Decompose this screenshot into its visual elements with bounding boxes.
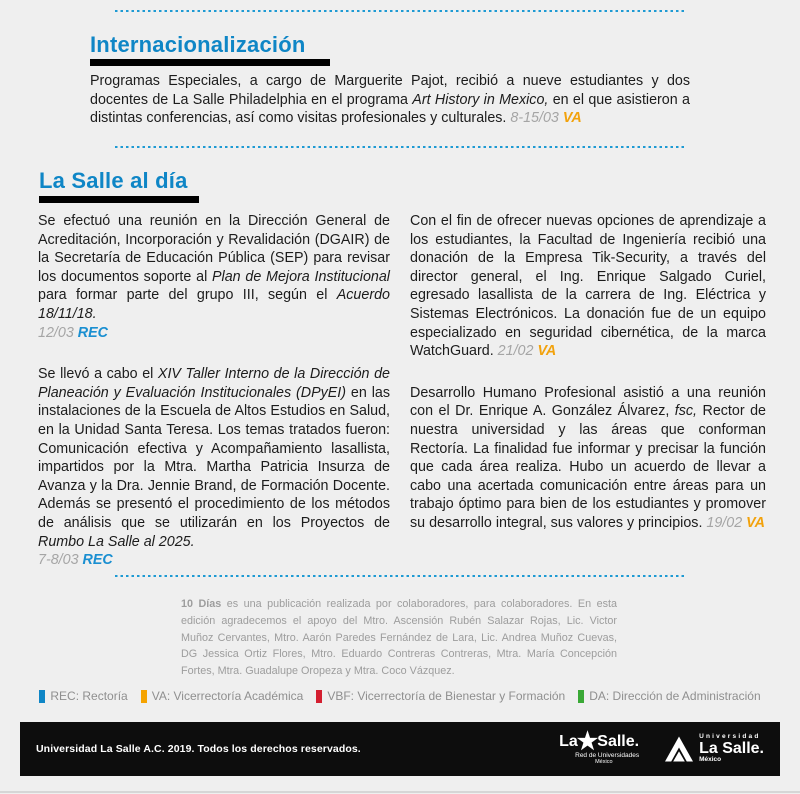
title-underline-bar	[39, 196, 199, 203]
footer-bar	[20, 722, 780, 776]
legend-item-vbf	[316, 689, 565, 703]
top-dashed-divider	[115, 10, 685, 12]
legend-swatch-vbf	[316, 690, 322, 703]
logo-red-salle: Salle.	[597, 732, 640, 750]
bottom-dashed-divider	[115, 575, 685, 577]
legend-swatch-rec	[39, 690, 45, 703]
credits-paragraph: 10 Días es una publicación realizada por colaboradores, para colaboradores. En esta edición agradecemos el apoyo del Mtro. Ascensión Rubén Salazar Rojas, Lic. Victor Muñoz Cervantes, Mtro. Aarón Paredes Fernández de Lara, Lic. Andrea Muñoz Cuevas, DG Jessica Ortiz Flores, Mtro. Eduardo Contreras Contreras, Mtra. María Concepción Fortes, Mtra. Guadalupe Oropeza y Mtra. Coco Vázquez.	[181, 598, 617, 678]
legend-item-da	[578, 689, 760, 703]
section-title-lasalle-al-dia: La Salle al día	[39, 168, 188, 193]
universidad-lasalle-logo	[665, 734, 764, 764]
legend-item-rec	[39, 689, 127, 703]
logo-red-la: La	[559, 732, 578, 750]
legend-swatch-va	[141, 690, 147, 703]
right-column	[410, 212, 766, 556]
article-paragraph-tik-security: Con el fin de ofrecer nuevas opciones de aprendizaje a los estudiantes, la Facultad de Ingeniería recibió una donación de la Empresa Tik-Security, a través del director general, el Ing. Enrique Salgado Curiel, egresado lasallista de la carrera de Ing. Eléctrica y Sistemas Electrónicos. La donación fue de un equipo especializado en seguridad cibernética, de la marca WatchGuard. 21/02 VA	[410, 213, 766, 360]
legend-label-rec: REC: Rectoría	[50, 689, 128, 703]
mid-dashed-divider	[115, 146, 685, 148]
logo-ulsa-sub: México	[699, 756, 722, 764]
legend-item-va	[141, 689, 304, 703]
article-paragraph-desarrollo-humano: Desarrollo Humano Profesional asistió a una reunión con el Dr. Enrique A. González Álvarez, fsc, Rector de nuestra universidad y las áreas que conforman Rectoría. La finalidad fue informar y precisar la función que cada área realiza. Hubo un acuerdo de llevar a cabo una acertada comunicación entre áreas para un trabajo óptimo para bien de los estudiantes y promover su desarrollo integral, sus valores y principios. 19/02 VA	[410, 384, 766, 531]
bottom-rule	[0, 791, 800, 793]
tag-legend	[0, 689, 800, 703]
legend-swatch-da	[578, 690, 584, 703]
legend-label-vbf: VBF: Vicerrectoría de Bienestar y Formación	[327, 689, 566, 703]
logo-red-subtitle: Red de Universidades	[575, 751, 640, 759]
lasalle-network-logo	[559, 733, 639, 766]
title-underline-bar	[90, 59, 330, 66]
logo-ulsa-top: Universidad	[699, 733, 761, 741]
lasalle-emblem-icon	[665, 736, 693, 762]
copyright-text: Universidad La Salle A.C. 2019. Todos los derechos reservados.	[36, 743, 361, 755]
star-icon	[577, 733, 599, 751]
logo-ulsa-main: La Salle.	[699, 739, 764, 757]
article-paragraph-internacionalizacion: Programas Especiales, a cargo de Marguerite Pajot, recibió a nueve estudiantes y dos docentes de La Salle Philadelphia en el programa Art History in Mexico, en el que asistieron a distintas conferencias, así como visitas profesionales y culturales. 8-15/03 VA	[90, 73, 690, 127]
section-title-internacionalizacion: Internacionalización	[90, 32, 306, 57]
article-paragraph-taller-dpyei: Se llevó a cabo el XIV Taller Interno de la Dirección de Planeación y Evaluación Institucionales (DPyEI) en las instalaciones de la Escuela de Altos Estudios en Salud, en la Unidad Santa Teresa. Los temas tratados fueron: Comunicación efectiva y Acompañamiento lasallista, impartidos por la Mtra. Martha Patricia Insurza de Avanza y la Dra. Jennie Brand, de Formación Docente. Además se presentó el procedimiento de los métodos de análisis que se utilizarán en los Proyectos de Rumbo La Salle al 2025. 7-8/03 REC	[38, 366, 390, 569]
logo-red-country: México	[595, 759, 613, 765]
left-column	[38, 212, 390, 593]
legend-label-da: DA: Dirección de Administración	[589, 689, 761, 703]
article-paragraph-dgair: Se efectuó una reunión en la Dirección General de Acreditación, Incorporación y Revalidación (DGAIR) de la Secretaría de Educación Pública (SEP) para revisar los documentos soporte al Plan de Mejora Institucional para formar parte del grupo III, según el Acuerdo 18/11/18. 12/03 REC	[38, 213, 390, 341]
footer-logos	[559, 733, 764, 766]
legend-label-va: VA: Vicerrectoría Académica	[151, 689, 304, 703]
